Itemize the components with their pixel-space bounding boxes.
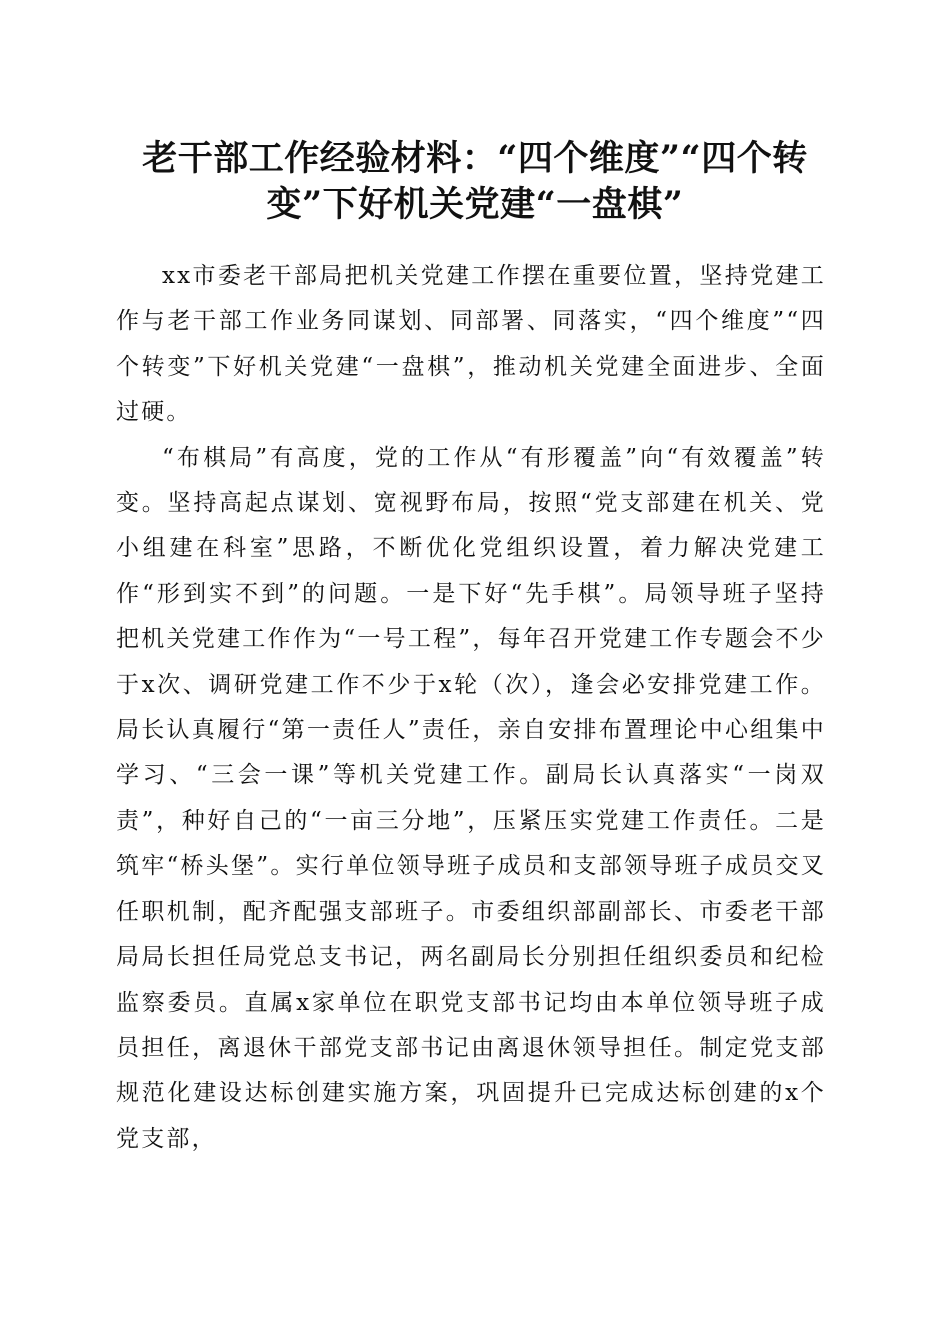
paragraph-intro: xx市委老干部局把机关党建工作摆在重要位置，坚持党建工作与老干部工作业务同谋划、同部署、同落实，“四个维度”“四个转变”下好机关党建“一盘棋”，推动机关党建全面进步、全面过硬。 xyxy=(116,263,826,426)
document-title xyxy=(110,136,840,228)
title-line-2: 变”下好机关党建“一盘棋” xyxy=(266,184,684,225)
paragraph-chess-layout: “布棋局”有高度，党的工作从“有形覆盖”向“有效覆盖”转变。坚持高起点谋划、宽视野布局，按照“党支部建在机关、党小组建在科室”思路，不断优化党组织设置，着力解决党建工作“形到实不到”的问题。一是下好“先手棋”。局领导班子坚持把机关党建工作作为“一号工程”，每年召开党建工作专题会不少于x次、调研党建工作不少于x轮（次），逢会必安排党建工作。局长认真履行“第一责任人”责任，亲自安排布置理论中心组集中学习、“三会一课”等机关党建工作。副局长认真落实“一岗双责”，种好自己的“一亩三分地”，压紧压实党建工作责任。二是筑牢“桥头堡”。实行单位领导班子成员和支部领导班子成员交叉任职机制，配齐配强支部班子。市委组织部副部长、市委老干部局局长担任局党总支书记，两名副局长分别担任组织委员和纪检监察委员。直属x家单位在职党支部书记均由本单位领导班子成员担任，离退休干部党支部书记由离退休领导担任。制定党支部规范化建设达标创建实施方案，巩固提升已完成达标创建的x个党支部， xyxy=(116,444,826,1152)
title-line-1: 老干部工作经验材料：“四个维度”“四个转 xyxy=(142,138,808,179)
document-body xyxy=(116,254,826,1162)
